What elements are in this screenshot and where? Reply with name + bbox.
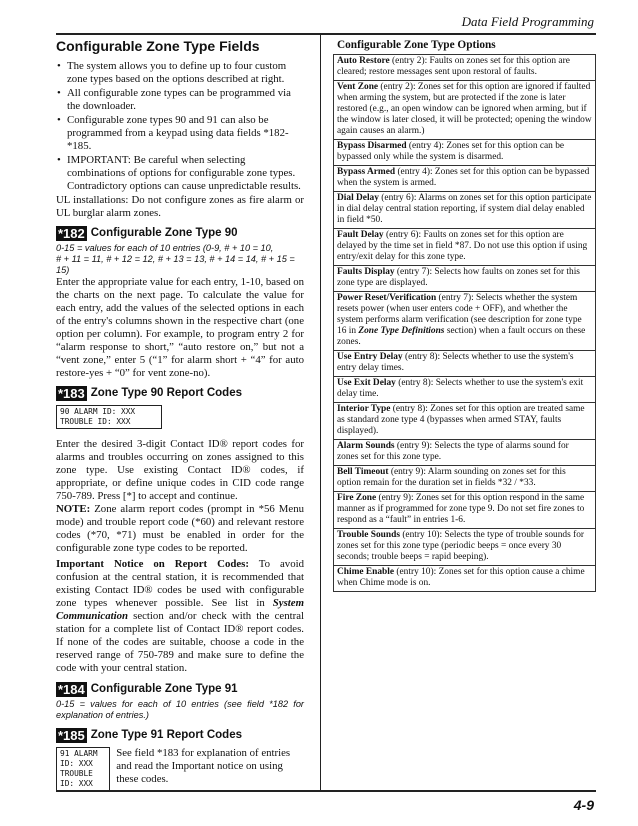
- option-description: (entry 9): Zones set for this option respond in the same manner as if programmed for zone type 9. Do not set fire zones to respond as a “fault” in entries 1-6.: [337, 493, 585, 525]
- option-row: [334, 229, 596, 266]
- option-description: (entry 8): Selects whether to use the system's exit delay time.: [337, 378, 584, 399]
- note-label: NOTE:: [56, 503, 91, 515]
- option-row: [334, 440, 596, 466]
- option-description: (entry 9): Alarm sounding on zones set for this option remain for the duration set in fields *32 / *33.: [337, 467, 566, 488]
- bottom-rule: [56, 790, 596, 792]
- option-description: (entry 4): Zones set for this option can be bypassed only while the system is disarmed.: [337, 141, 565, 162]
- option-cell: [334, 192, 596, 229]
- ul-note: UL installations: Do not configure zones as fire alarm or UL burglar alarm zones.: [56, 194, 304, 219]
- option-cell: [334, 440, 596, 466]
- field-185-explanation: See field *183 for explanation of entries and read the Important notice on using these codes.: [116, 747, 291, 785]
- section-reference: System Communication: [56, 597, 304, 622]
- field-number-badge: *182: [58, 226, 85, 241]
- option-row: [334, 192, 596, 229]
- field-number-badge: *184: [58, 682, 85, 697]
- option-name: Bypass Disarmed: [337, 141, 407, 151]
- field-range: # + 11 = 11, # + 12 = 12, # + 13 = 13, # + 14 = 14, # + 15 = 15): [56, 254, 295, 275]
- option-cell: [334, 140, 596, 166]
- option-description: (entry 9): Selects the type of alarms sound for zones set for this zone type.: [337, 441, 569, 462]
- option-name: Auto Restore: [337, 56, 390, 66]
- left-column: [56, 38, 304, 791]
- keypad-display-box: [56, 405, 162, 429]
- field-title: Zone Type 91 Report Codes: [90, 729, 242, 741]
- option-description: (entry 7): Selects whether the system resets power (when user enters code + OFF), and whether the system performs alarm verification (see description for zone type 16 in: [337, 293, 582, 336]
- option-cell: [334, 492, 596, 529]
- option-description: (entry 6): Faults on zones set for this option are delayed by the time set in field *87. Do not use this option if using entry/exit delay for this zone type.: [337, 230, 588, 262]
- option-name: Fire Zone: [337, 493, 377, 503]
- option-row: [334, 466, 596, 492]
- option-description: (entry 2): Zones set for this option are ignored if faulted when arming the system, but are protected if the zone is later restored (e.g., an open window can be ignored when arming, but if the window is later closed, it will be protected; opening the window again causes an alarm.): [337, 82, 592, 136]
- option-name: Power Reset/Verification: [337, 293, 437, 303]
- option-row: [334, 140, 596, 166]
- field-183-heading: [56, 386, 304, 401]
- field-number-badge: *185: [58, 728, 85, 743]
- option-row: [334, 55, 596, 81]
- field-184-heading: [56, 682, 304, 697]
- option-cell: [334, 377, 596, 403]
- options-table-title: Configurable Zone Type Options: [337, 39, 496, 51]
- field-title: Zone Type 90 Report Codes: [90, 387, 242, 399]
- option-cell: [334, 55, 596, 81]
- option-description: (entry 8): Zones set for this option are treated same as standard zone type 4 (bypasses when armed STAY, faults displayed).: [337, 404, 585, 436]
- option-name: Vent Zone: [337, 82, 379, 92]
- section-reference: Zone Type Definitions: [358, 326, 445, 336]
- important-label: Important Notice on Report Codes:: [56, 558, 249, 570]
- option-name: Bell Timeout: [337, 467, 389, 477]
- bullet-item: • All configurable zone types can be programmed via the downloader.: [56, 87, 304, 113]
- option-name: Faults Display: [337, 267, 395, 277]
- display-line: 91 ALARM ID: XXX: [60, 749, 98, 768]
- option-row: [334, 166, 596, 192]
- option-description: (entry 10): Selects the type of trouble sounds for zones set for this zone type (periodic beeps = once every 30 seconds; trouble beeps = rapid beeping).: [337, 530, 585, 562]
- option-cell: [334, 81, 596, 140]
- note-text: Zone alarm report codes (prompt in *56 Menu mode) and trouble report code (*60) and relevant restore codes (*70, *71) must be enabled in order for the configurable zone type codes to be reported.: [56, 503, 304, 554]
- option-name: Bypass Armed: [337, 167, 396, 177]
- option-name: Fault Delay: [337, 230, 384, 240]
- option-description: (entry 6): Alarms on zones set for this option participate in dial delay central station reporting, if system dial delay enabled in field *50.: [337, 193, 592, 225]
- option-name: Trouble Sounds: [337, 530, 400, 540]
- display-line: TROUBLE ID: XXX: [60, 417, 131, 426]
- field-183-body: Enter the desired 3-digit Contact ID® report codes for alarms and troubles occurring on zones assigned to this zone type. Use existing Contact ID® codes, if appropriate, or define unique codes in CID code range 750-789. Press [*] to accept and continue.: [56, 438, 304, 502]
- option-cell: [334, 351, 596, 377]
- option-row: [334, 266, 596, 292]
- field-182-body: Enter the appropriate value for each entry, 1-10, based on the charts on the next page. To calculate the value for each entry, add the values of the selected options in each of the entry's columns shown in the respective chart (one option per column). For example, to program entry 2 for “alarm response to short,” “auto restore on,” but not a “vent zone,” enter 5 (“1” for alarm short + “4” for auto restore-yes + “0” for vent zone-no).: [56, 276, 304, 379]
- option-row: [334, 377, 596, 403]
- option-cell: [334, 229, 596, 266]
- option-row: [334, 292, 596, 351]
- option-description: (entry 10): Zones set for this option cause a chime when Chime mode is on.: [337, 567, 585, 588]
- top-rule: [56, 33, 596, 35]
- option-row: [334, 566, 596, 592]
- report-code-note: [56, 503, 304, 555]
- option-name: Dial Delay: [337, 193, 379, 203]
- option-name: Alarm Sounds: [337, 441, 395, 451]
- bullet-item: • The system allows you to define up to four custom zone types based on the options described at right.: [56, 60, 304, 86]
- field-title: Configurable Zone Type 91: [90, 683, 238, 695]
- option-row: [334, 81, 596, 140]
- field-range: 0-15 = values for each of 10 entries (0-9, # + 10 = 10,: [56, 243, 274, 253]
- intro-bullets: [56, 60, 304, 193]
- option-description: section) when a fault occurs on these zones.: [337, 326, 586, 347]
- options-table: [333, 54, 596, 592]
- field-185-row: [56, 747, 304, 791]
- option-name: Chime Enable: [337, 567, 395, 577]
- display-line: TROUBLE ID: XXX: [60, 769, 93, 788]
- display-line: 90 ALARM ID: XXX: [60, 407, 136, 416]
- option-cell: [334, 529, 596, 566]
- option-description: (entry 2): Faults on zones set for this option are cleared; restore messages sent upon restoral of faults.: [337, 56, 570, 77]
- option-name: Interior Type: [337, 404, 391, 414]
- running-head: Data Field Programming: [461, 14, 594, 29]
- option-name: Use Exit Delay: [337, 378, 396, 388]
- option-cell: [334, 403, 596, 440]
- important-text: To avoid confusion at the central station, it is recommended that existing Contact ID® codes be used with configurable zone types whenever possible. See list in: [56, 558, 304, 609]
- option-description: (entry 4): Zones set for this option can be bypassed when the system is armed.: [337, 167, 590, 188]
- field-title: Configurable Zone Type 90: [90, 227, 238, 239]
- option-description: (entry 8): Selects whether to use the system's entry delay times.: [337, 352, 574, 373]
- option-row: [334, 351, 596, 377]
- option-row: [334, 492, 596, 529]
- field-182-heading: [56, 226, 304, 241]
- page-number: 4-9: [573, 797, 594, 813]
- option-row: [334, 529, 596, 566]
- section-title: Configurable Zone Type Fields: [56, 38, 260, 54]
- important-notice: [56, 558, 304, 675]
- option-cell: [334, 292, 596, 351]
- field-number-badge: *183: [58, 386, 85, 401]
- option-cell: [334, 466, 596, 492]
- option-cell: [334, 266, 596, 292]
- field-range: 0-15 = values for each of 10 entries (see field *182 for explanation of entries.): [56, 699, 304, 720]
- field-185-heading: [56, 728, 304, 743]
- option-name: Use Entry Delay: [337, 352, 403, 362]
- keypad-display-box: [56, 747, 110, 791]
- option-row: [334, 403, 596, 440]
- option-cell: [334, 566, 596, 592]
- bullet-item: • IMPORTANT: Be careful when selecting combinations of options for configurable zone types. Contradictory options can cause unpredictable results.: [56, 154, 304, 193]
- right-column: [333, 38, 596, 592]
- bullet-item: • Configurable zone types 90 and 91 can also be programmed from a keypad using data fields *182-*185.: [56, 114, 304, 153]
- option-cell: [334, 166, 596, 192]
- option-description: (entry 7): Selects how faults on zones set for this zone type are displayed.: [337, 267, 580, 288]
- important-text: section and/or check with the central station for a complete list of Contact ID® report codes. If none of the codes are suitable, choose a code in the reserved range of 750-789 and make sure to define the code with your central station.: [56, 610, 304, 674]
- column-divider: [320, 35, 321, 790]
